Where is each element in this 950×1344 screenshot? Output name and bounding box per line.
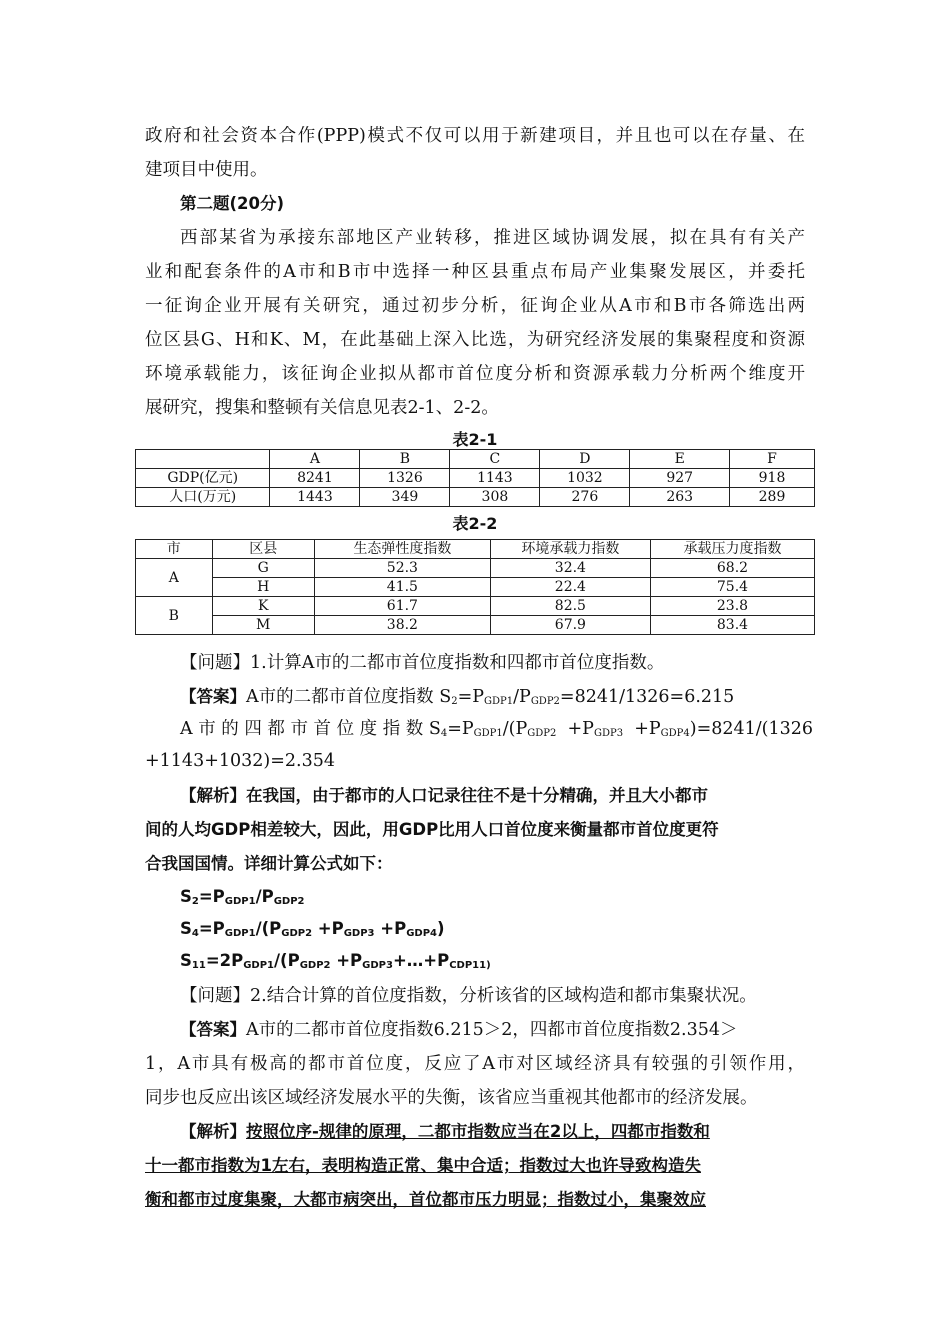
table-cell: 52.3 <box>314 559 490 578</box>
analysis-2-line <box>180 1120 710 1144</box>
table-row <box>136 597 815 616</box>
intro-line: 一征询企业开展有关研究，通过初步分析，征询企业从A市和B市各筛选出两 <box>145 296 805 316</box>
header-cell: F <box>730 450 815 469</box>
answer-label: 【答案】 <box>180 687 246 706</box>
header-cell: D <box>540 450 630 469</box>
intro-line <box>180 226 805 250</box>
table-cell: 68.2 <box>650 559 814 578</box>
table2-caption: 表2-2 <box>452 514 498 533</box>
intro-line: 环境承载能力，该征询企业拟从都市首位度分析和资源承载力分析两个维度开 <box>145 364 805 384</box>
header-cell: B <box>360 450 450 469</box>
table-cell: 1032 <box>540 469 630 488</box>
table-cell: 263 <box>630 488 730 507</box>
table-cell: 1143 <box>450 469 540 488</box>
table-cell: 人口(万元) <box>136 488 270 507</box>
table-cell: 22.4 <box>490 578 650 597</box>
table-cell: 41.5 <box>314 578 490 597</box>
paragraph-line: 政府和社会资本合作(PPP)模式不仅可以用于新建项目，并且也可以在存量、在 <box>145 126 805 146</box>
table-row <box>136 469 815 488</box>
analysis-line: 合我国国情。详细计算公式如下： <box>145 854 393 873</box>
header-cell: 生态弹性度指数 <box>314 540 490 559</box>
header-cell: 区县 <box>212 540 314 559</box>
table-cell: 349 <box>360 488 450 507</box>
table-cell: 289 <box>730 488 815 507</box>
city-cell: B <box>136 597 213 635</box>
header-cell: E <box>630 450 730 469</box>
answer-text: A市的二都市首位度指数 S <box>246 687 452 707</box>
intro-line: 位区县G、H和K、M，在此基础上深入比选，为研究经济发展的集聚程度和资源 <box>145 330 805 350</box>
intro-line: 业和配套条件的A市和B市中选择一种区县重点布局产业集聚发展区，并委托 <box>145 262 805 282</box>
table-cell: 927 <box>630 469 730 488</box>
table-cell: 67.9 <box>490 616 650 635</box>
header-cell: A <box>270 450 360 469</box>
formula-s2: $S_2=P_{GDP1}/P_{GDP2}$ <box>180 887 305 907</box>
table-row <box>136 578 815 597</box>
section-title: 第二题(20分) <box>180 194 285 213</box>
analysis-2-line: 十一都市指数为1左右，表明构造正常、集中合适；指数过大也许导致构造失 <box>145 1156 701 1175</box>
table-cell: H <box>212 578 314 597</box>
table-cell: 38.2 <box>314 616 490 635</box>
table-header-row <box>136 540 815 559</box>
table-cell: 1443 <box>270 488 360 507</box>
answer-text: A 市 的 四 都 市 首 位 度 指 数 S <box>180 719 441 739</box>
analysis-2-line: 衡和都市过度集聚，大都市病突出，首位都市压力明显；指数过小，集聚效应 <box>145 1190 706 1209</box>
table-cell: M <box>212 616 314 635</box>
answer-1-line: +1143+1032)=2.354 <box>145 751 335 771</box>
table-cell: 276 <box>540 488 630 507</box>
analysis-label: 【解析】 <box>180 1122 246 1141</box>
table-2-1 <box>135 449 815 507</box>
table-row <box>136 488 815 507</box>
table-cell: 1326 <box>360 469 450 488</box>
header-cell: 市 <box>136 540 213 559</box>
table-header-row <box>136 450 815 469</box>
table-cell: 23.8 <box>650 597 814 616</box>
analysis-text: 按照位序-规律的原理，二都市指数应当在2以上，四都市指数和 <box>246 1122 710 1141</box>
answer-2-line <box>180 1018 737 1042</box>
table-2-2 <box>135 539 815 635</box>
answer-text: A市的二都市首位度指数6.215＞2，四都市首位度指数2.354＞ <box>246 1020 738 1040</box>
answer-label: 【答案】 <box>180 1020 246 1039</box>
analysis-text: 在我国，由于都市的人口记录往往不是十分精确，并且大小都市 <box>246 786 708 805</box>
analysis-line: 间的人均GDP相差较大，因此，用GDP比用人口首位度来衡量都市首位度更符 <box>145 820 719 839</box>
header-cell: 承载压力度指数 <box>650 540 814 559</box>
table-cell: GDP(亿元) <box>136 469 270 488</box>
answer-1-line: A 市 的 四 都 市 首 位 度 指 数 $S_4=P_{GDP1}/(P_{GDP2} +P_{GDP3} +P_{GDP4})=8241/(1326$ <box>180 719 814 739</box>
table-row <box>136 616 815 635</box>
table-cell: 61.7 <box>314 597 490 616</box>
formula-s4: $S_4=P_{GDP1}/(P_{GDP2} +P_{GDP3} +P_{GDP4})$ <box>180 919 445 939</box>
header-cell: C <box>450 450 540 469</box>
analysis-label: 【解析】 <box>180 786 246 805</box>
answer-1-line: 【答案】A市的二都市首位度指数 $S_2=P_{GDP1}/P_{GDP2}=8241/1326=6.215$ <box>180 687 735 707</box>
answer-2-line: 同步也反应出该区域经济发展水平的失衡，该省应当重视其他都市的经济发展。 <box>145 1088 758 1108</box>
table-cell: G <box>212 559 314 578</box>
table-cell: 82.5 <box>490 597 650 616</box>
table-cell: 918 <box>730 469 815 488</box>
intro-line: 展研究，搜集和整顿有关信息见表2-1、2-2。 <box>145 398 499 418</box>
formula-s11: $S_{11}=2P_{GDP1}/(P_{GDP2}$ $+P_{GDP3}+\dots+P_{CDP11)}$ <box>180 951 491 971</box>
answer-2-line: 1，A市具有极高的都市首位度，反应了A市对区域经济具有较强的引领作用， <box>145 1054 805 1074</box>
answer-text: =8241/(1326 <box>696 719 814 739</box>
analysis-line <box>180 784 708 808</box>
intro-text: 西部某省为承接东部地区产业转移，推进区域协调发展，拟在具有有关产 <box>180 228 805 248</box>
header-cell <box>136 450 270 469</box>
table-cell: K <box>212 597 314 616</box>
question-1: 【问题】1.计算A市的二都市首位度指数和四都市首位度指数。 <box>180 653 665 673</box>
table-cell: 32.4 <box>490 559 650 578</box>
table-cell: 308 <box>450 488 540 507</box>
city-cell: A <box>136 559 213 597</box>
paragraph-line: 建项目中使用。 <box>145 160 268 180</box>
table1-caption: 表2-1 <box>452 430 498 449</box>
header-cell: 环境承载力指数 <box>490 540 650 559</box>
answer-text: =8241/1326=6.215 <box>559 687 735 707</box>
table-row <box>136 559 815 578</box>
table-cell: 75.4 <box>650 578 814 597</box>
table-cell: 8241 <box>270 469 360 488</box>
table-cell: 83.4 <box>650 616 814 635</box>
question-2: 【问题】2.结合计算的首位度指数，分析该省的区域构造和都市集聚状况。 <box>180 986 757 1006</box>
